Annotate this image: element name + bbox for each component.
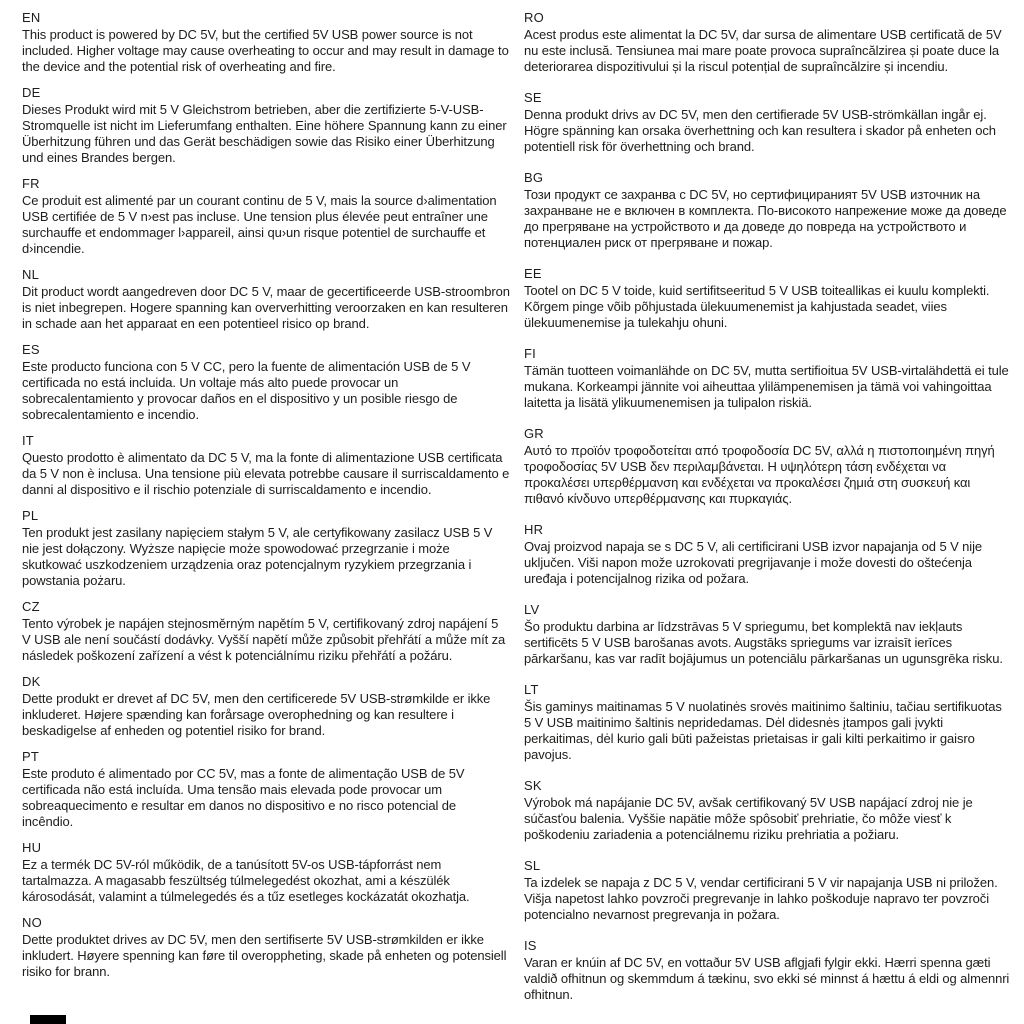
language-code: GR [524,426,544,441]
language-block-en [22,10,510,75]
language-block-dk [22,674,510,739]
language-block-sl [524,858,1012,923]
warning-text: Ta izdelek se napaja z DC 5 V, vendar certificirani 5 V vir napajanja USB ni priložen. Višja napetost lahko povzroči pregrevanje in lahko poškoduje napravo ter povzroči potencialno nevarnost pregrevanja in požara. [524,875,998,922]
warning-text: Varan er knúin af DC 5V, en vottaður 5V USB aflgjafi fylgir ekki. Hærri spenna gæti valdið ofhitnun og skemmdum á tækinu, svo ekki sé minnst á hættu á eldi og almennri ofhitnun. [524,955,1010,1002]
warning-text: Denna produkt drivs av DC 5V, men den certifierade 5V USB-strömkällan ingår ej. Högre spänning kan orsaka överhettning och kan resultera i skador på enheten och potentiell risk för överhettning och brand. [524,107,996,154]
language-block-bg [524,170,1012,251]
warning-text: Ce produit est alimenté par un courant continu de 5 V, mais la source d›alimentation USB certifiée de 5 V n›est pas incluse. Une tension plus élevée peut entraîner une surchauffe et endommager l›appareil, ainsi qu›un risque potentiel de surchauffe et d›incendie. [22,193,497,256]
language-block-is [524,938,1012,1003]
language-code: SL [524,858,541,873]
language-block-it [22,433,510,498]
language-code: DK [22,674,41,689]
warning-text: Tootel on DC 5 V toide, kuid sertifitseeritud 5 V USB toiteallikas ei kuulu komplekti. Kõrgem pinge võib põhjustada ülekuumenemist ja kahjustada seadet, viies ülekuumenemise ja tulekahju ohuni. [524,283,990,330]
warning-text: Este produto é alimentado por CC 5V, mas a fonte de alimentação USB de 5V certificada não está incluída. Uma tensão mais elevada pode provocar um sobreaquecimento e resultar em danos no dispositivo e no risco potencial de incêndio. [22,766,465,829]
bottom-page-cutoff-mark [30,1015,66,1024]
warning-text: Acest produs este alimentat la DC 5V, dar sursa de alimentare USB certificată de 5V nu este inclusă. Tensiunea mai mare poate provoca supraîncălzirea și poate duce la deteriorarea dispozitivului și la riscul potențial de supraîncălzire și incendiu. [524,27,1002,74]
language-block-no [22,915,510,980]
warning-text: Този продукт се захранва с DC 5V, но сертифицираният 5V USB източник на захранване не е включен в комплекта. По-високото напрежение може да доведе до прегряване на устройството и да доведе до повреда на устройството и потенциален риск от прегряване и пожар. [524,187,1007,250]
right-column [524,10,1012,1018]
language-block-nl [22,267,510,332]
language-code: FI [524,346,536,361]
warning-text: Este producto funciona con 5 V CC, pero la fuente de alimentación USB de 5 V certificada no está incluida. Un voltaje más alto puede provocar un sobrecalentamiento y provocar daños en el dispositivo y un posible riesgo de sobrecalentamiento e incendio. [22,359,471,422]
language-code: SE [524,90,542,105]
language-block-gr [524,426,1012,507]
language-code: LV [524,602,540,617]
language-block-cz [22,599,510,664]
language-block-hu [22,840,510,905]
language-code: HR [524,522,544,537]
language-code: PL [22,508,39,523]
language-block-es [22,342,510,423]
language-block-lt [524,682,1012,763]
language-block-se [524,90,1012,155]
warning-text: Šis gaminys maitinamas 5 V nuolatinės srovės maitinimo šaltiniu, tačiau sertifikuotas 5 V USB maitinimo šaltinis nepridedamas. Dėl didesnės įtampos gali įvykti perkaitimas, dėl kurio gali būti pažeistas prietaisas ir gali kilti perkaitimo ir gaisro pavojus. [524,699,1002,762]
language-code: SK [524,778,542,793]
warning-text: Tämän tuotteen voimanlähde on DC 5V, mutta sertifioitua 5V USB-virtalähdettä ei tule mukana. Korkeampi jännite voi aiheuttaa ylilämpenemisen ja tämä voi vahingoittaa laitetta ja lisätä ylikuumenemisen ja tulipalon riskiä. [524,363,1009,410]
language-block-lv [524,602,1012,667]
language-block-de [22,85,510,166]
warning-text: Ez a termék DC 5V-ról működik, de a tanúsított 5V-os USB-tápforrást nem tartalmazza. A magasabb feszültség túlmelegedést okozhat, ami a készülék károsodását, valamint a túlmelegedés és a tűz esetleges kockázatát okozhatja. [22,857,470,904]
language-code: NL [22,267,40,282]
language-code: PT [22,749,40,764]
language-block-pt [22,749,510,830]
language-code: CZ [22,599,40,614]
warning-text: Ovaj proizvod napaja se s DC 5 V, ali certificirani USB izvor napajanja od 5 V nije uključen. Viši napon može uzrokovati pregrijavanje i može dovesti do oštećenja uređaja i potencijalnog rizika od požara. [524,539,983,586]
language-code: IS [524,938,537,953]
warning-text: Dieses Produkt wird mit 5 V Gleichstrom betrieben, aber die zertifizierte 5-V-USB-Stromquelle ist nicht im Lieferumfang enthalten. Eine höhere Spannung kann zu einer Überhitzung führen und das Gerät beschädigen sowie das Risiko einer Überhitzung und eines Brandes bergen. [22,102,507,165]
language-code: HU [22,840,42,855]
language-code: EN [22,10,41,25]
left-column [22,10,510,1018]
language-code: ES [22,342,40,357]
language-code: BG [524,170,544,185]
warning-text: Dette produktet drives av DC 5V, men den sertifiserte 5V USB-strømkilden er ikke inkludert. Høyere spenning kan føre til overoppheting, skade på enheten og potensiell risiko for brann. [22,932,507,979]
language-code: DE [22,85,41,100]
language-code: FR [22,176,40,191]
language-block-ee [524,266,1012,331]
warning-text: This product is powered by DC 5V, but the certified 5V USB power source is not included. Higher voltage may cause overheating to occur and may result in damage to the device and the potential risk of overheating and fire. [22,27,509,74]
language-code: RO [524,10,544,25]
language-block-sk [524,778,1012,843]
warning-text: Questo prodotto è alimentato da DC 5 V, ma la fonte di alimentazione USB certificata da 5 V non è inclusa. Una tensione più elevata potrebbe causare il surriscaldamento e danni al dispositivo e il rischio potenziale di surriscaldamento e incendio. [22,450,510,497]
warning-text: Dit product wordt aangedreven door DC 5 V, maar de gecertificeerde USB-stroombron is niet inbegrepen. Hogere spanning kan oververhitting veroorzaken en kan resulteren in schade aan het apparaat en een potentieel risico op brand. [22,284,510,331]
language-code: LT [524,682,539,697]
language-block-fi [524,346,1012,411]
two-column-layout [22,10,1012,1018]
language-block-fr [22,176,510,257]
warning-text: Šo produktu darbina ar līdzstrāvas 5 V spriegumu, bet komplektā nav iekļauts sertificēts 5 V USB barošanas avots. Augstāks spriegums var izraisīt ierīces pārkaršanu, kas var radīt bojājumus un potenciālu pārkaršanas un ugunsgrēka risku. [524,619,1003,666]
language-block-ro [524,10,1012,75]
language-block-hr [524,522,1012,587]
warning-text: Ten produkt jest zasilany napięciem stałym 5 V, ale certyfikowany zasilacz USB 5 V nie jest dołączony. Wyższe napięcie może spowodować przegrzanie i może skutkować uszkodzeniem urządzenia oraz potencjalnym ryzykiem przegrzania i powstania pożaru. [22,525,493,588]
warning-text: Tento výrobek je napájen stejnosměrným napětím 5 V, certifikovaný zdroj napájení 5 V USB ale není součástí dodávky. Vyšší napětí může způsobit přehřátí a může mít za následek poškození zařízení a vést k potenciálnímu riziku přehřátí a požáru. [22,616,506,663]
language-code: EE [524,266,542,281]
language-code: IT [22,433,34,448]
warning-text: Αυτό το προϊόν τροφοδοτείται από τροφοδοσία DC 5V, αλλά η πιστοποιημένη πηγή τροφοδοσίας 5V USB δεν περιλαμβάνεται. Η υψηλότερη τάση ενδέχεται να προκαλέσει υπερθέρμανση και ενδέχεται να προκαλέσει ζημιά στη συσκευή και πιθανό κίνδυνο υπερθέρμανσης και πυρκαγιάς. [524,443,995,506]
warning-text: Dette produkt er drevet af DC 5V, men den certificerede 5V USB-strømkilde er ikke inkluderet. Højere spænding kan forårsage overophedning og kan resultere i beskadigelse af enheden og potentiel risiko for brand. [22,691,491,738]
language-code: NO [22,915,42,930]
language-block-pl [22,508,510,589]
warning-text: Výrobok má napájanie DC 5V, avšak certifikovaný 5V USB napájací zdroj nie je súčasťou balenia. Vyššie napätie môže spôsobiť prehriatie, čo môže viesť k poškodeniu zariadenia a potenciálnemu riziku prehriatia a požiaru. [524,795,973,842]
